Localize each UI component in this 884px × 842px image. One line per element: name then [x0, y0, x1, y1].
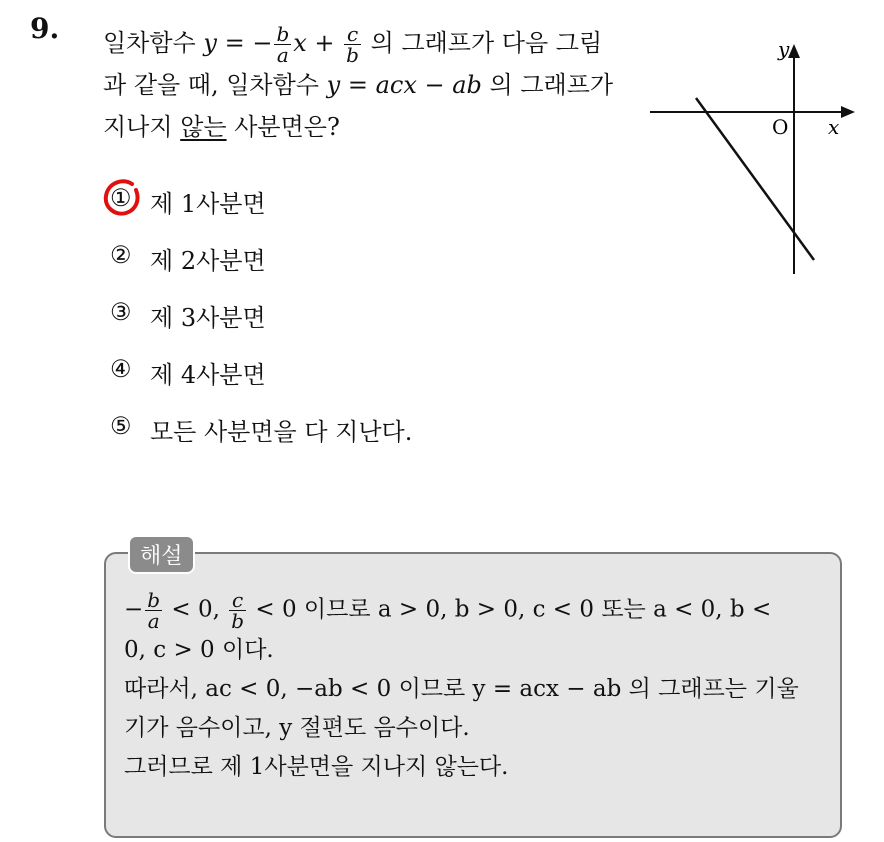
choice-2[interactable]	[110, 241, 412, 298]
choice-text: 제 1사분면	[150, 190, 266, 218]
choice-text: 제 4사분면	[150, 361, 266, 389]
coordinate-graph	[650, 38, 860, 278]
eq-equals: = −	[216, 29, 273, 57]
answer-choices	[110, 184, 412, 469]
choice-marker: ⑤	[110, 412, 132, 440]
stem-line-1	[103, 22, 643, 67]
function-line	[696, 98, 814, 260]
eq-x: x	[293, 29, 307, 57]
underlined-word: 않는	[180, 113, 227, 141]
x-axis-arrow-icon	[841, 106, 855, 118]
choice-text: 제 3사분면	[150, 304, 266, 332]
x-axis-label: x	[828, 115, 840, 139]
equation-2: y = acx − ab	[326, 71, 482, 99]
question-number: 9.	[30, 12, 60, 45]
choice-marker: ④	[110, 355, 132, 383]
stem-line-3	[103, 106, 643, 148]
stem-text: 일차함수	[103, 29, 196, 57]
frac-num: c	[229, 590, 246, 611]
frac-num: b	[276, 22, 290, 46]
fraction-b-over-a	[274, 24, 291, 65]
choice-marker: ③	[110, 298, 132, 326]
stem-text: 사분면은?	[234, 113, 340, 141]
choice-marker: ②	[110, 241, 132, 269]
y-axis-label: y	[778, 38, 790, 61]
answer-circle-icon	[102, 178, 142, 218]
solution-line-3: 따라서, ac < 0, −ab < 0 이므로 y = acx − ab 의 그래프는 기울	[124, 676, 799, 702]
choice-4[interactable]	[110, 355, 412, 412]
eq-plus: +	[306, 29, 343, 57]
solution-tag: 해설	[128, 535, 195, 574]
choice-marker	[110, 184, 150, 212]
solution-body	[124, 590, 834, 787]
frac-num: c	[344, 24, 361, 45]
frac-num: b	[147, 588, 161, 612]
stem-text: 지나지	[103, 113, 173, 141]
solution-line-2: 0, c > 0 이다.	[124, 637, 274, 663]
fraction-b-over-a	[145, 590, 162, 631]
question-stem	[103, 22, 643, 148]
solution-line-5: 그러므로 제 1사분면을 지나지 않는다.	[124, 754, 509, 780]
choice-5[interactable]	[110, 412, 412, 469]
solution-line-4: 기가 음수이고, y 절편도 음수이다.	[124, 715, 470, 741]
sol-text: < 0,	[164, 596, 228, 623]
sol-text: < 0 이므로 a > 0, b > 0, c < 0 또는 a < 0, b <	[248, 596, 772, 623]
choice-text: 모든 사분면을 다 지난다.	[150, 418, 413, 446]
fraction-c-over-b	[229, 590, 246, 631]
choice-3[interactable]	[110, 298, 412, 355]
stem-text: 의 그래프가	[489, 71, 614, 99]
stem-text: 의 그래프가 다음 그림	[370, 29, 603, 57]
sol-text: −	[124, 596, 144, 623]
frac-den: a	[276, 43, 289, 67]
origin-label: O	[772, 115, 789, 139]
choice-text: 제 2사분면	[150, 247, 266, 275]
eq-y: y	[203, 29, 217, 57]
stem-text: 과 같을 때, 일차함수	[103, 71, 319, 99]
frac-den: b	[346, 43, 359, 67]
choice-number: ①	[110, 184, 132, 212]
choice-1[interactable]	[110, 184, 412, 241]
y-axis-arrow-icon	[788, 44, 800, 58]
fraction-c-over-b	[344, 24, 361, 65]
solution-line-1	[124, 590, 834, 631]
frac-den: a	[147, 609, 160, 633]
stem-line-2	[103, 64, 643, 106]
frac-den: b	[231, 609, 245, 633]
